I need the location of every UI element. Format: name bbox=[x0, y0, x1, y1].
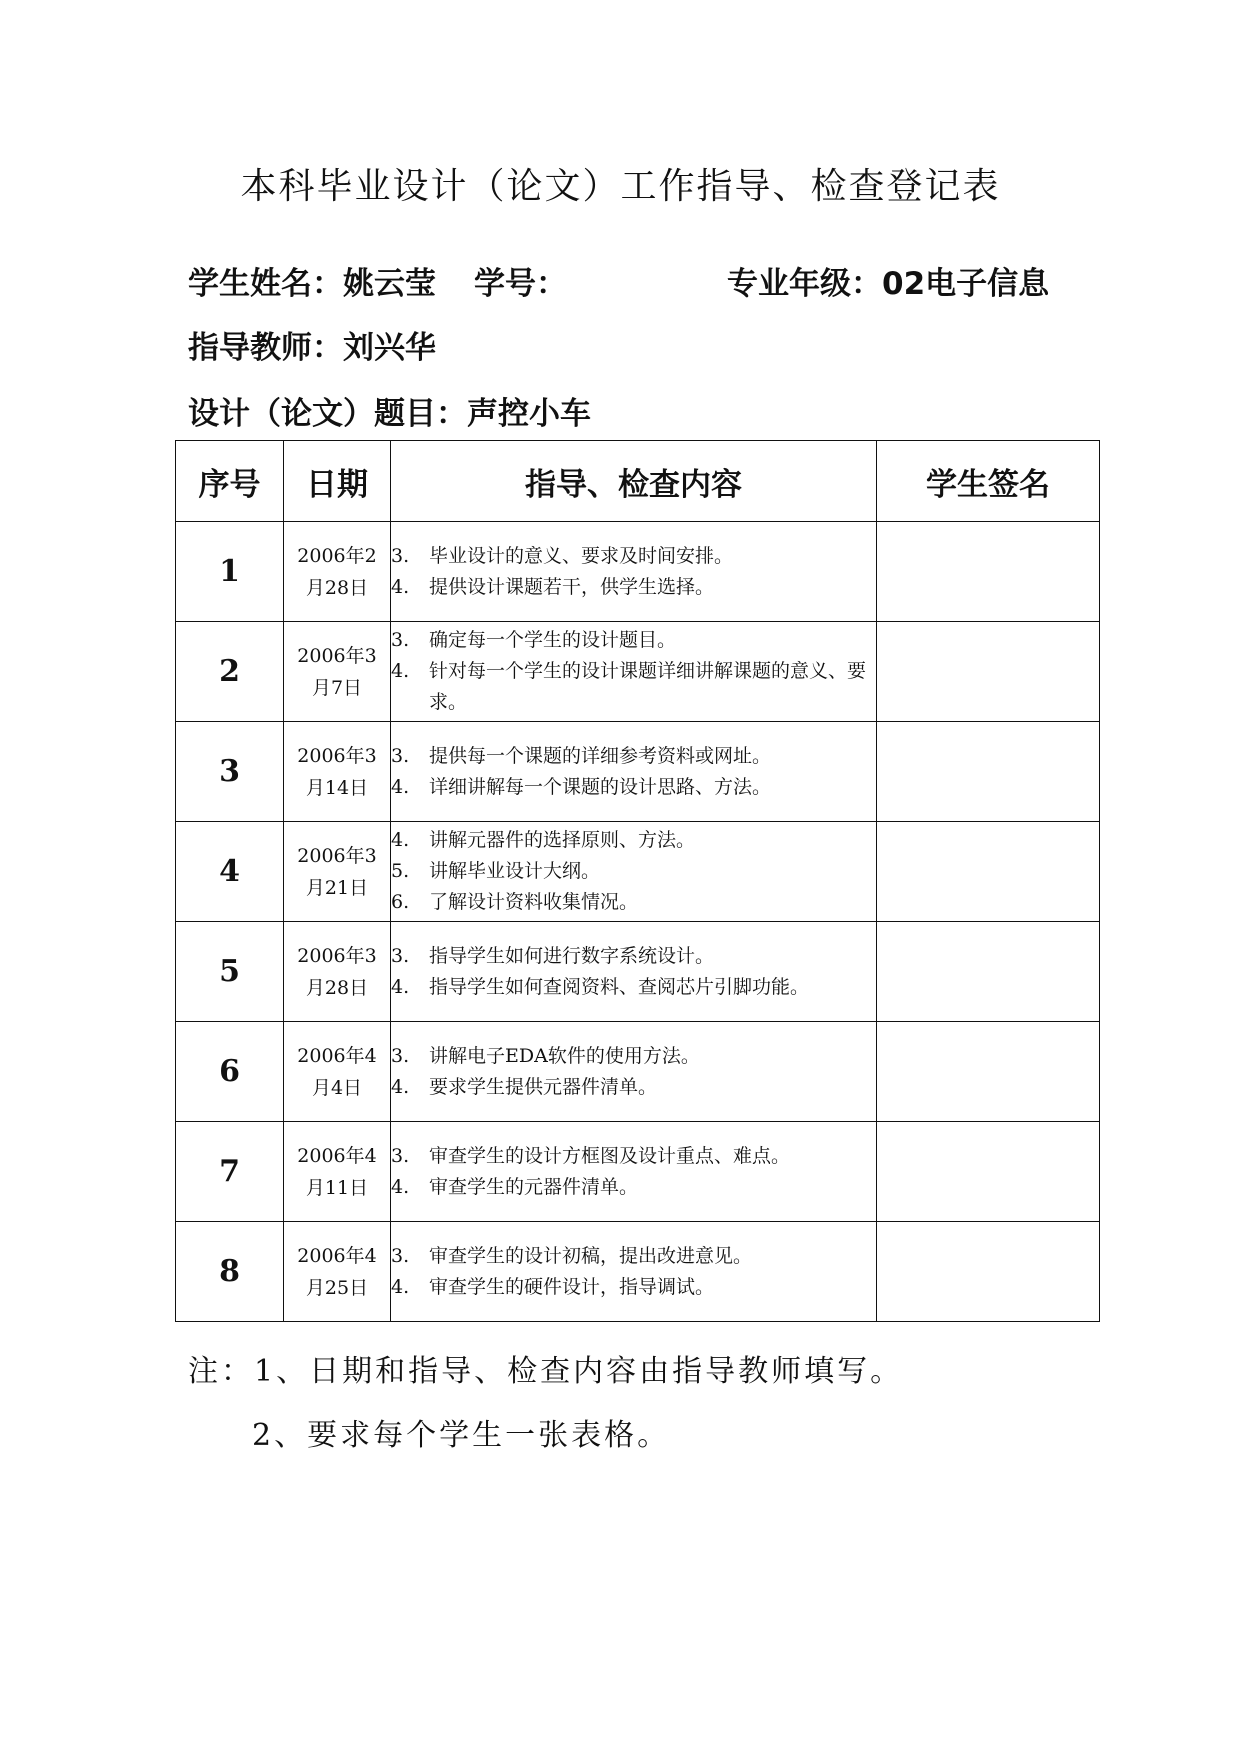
content-item bbox=[391, 741, 876, 772]
row-date-line: 2006年3 bbox=[297, 744, 377, 767]
row-content bbox=[391, 922, 877, 1022]
content-item-number: 3. bbox=[391, 1144, 410, 1167]
row-date-line: 2006年2 bbox=[297, 544, 377, 567]
row-date-line: 月11日 bbox=[305, 1176, 369, 1199]
content-item-text: 提供每一个课题的详细参考资料或网址。 bbox=[429, 744, 772, 767]
table-row bbox=[176, 922, 1100, 1022]
content-item bbox=[391, 656, 876, 718]
row-date-line: 月21日 bbox=[305, 876, 369, 899]
content-item bbox=[391, 1272, 876, 1303]
topic-label: 设计（论文）题目： bbox=[188, 396, 467, 432]
content-item-number: 4. bbox=[391, 775, 410, 798]
row-date-line: 2006年4 bbox=[297, 1244, 377, 1267]
row-seq: 2 bbox=[176, 622, 284, 722]
row-date-line: 2006年3 bbox=[297, 944, 377, 967]
content-item-number: 3. bbox=[391, 629, 410, 651]
row-date bbox=[284, 522, 391, 622]
row-content bbox=[391, 1222, 877, 1322]
row-seq: 4 bbox=[176, 822, 284, 922]
row-signature[interactable] bbox=[877, 622, 1100, 722]
row-date bbox=[284, 822, 391, 922]
content-item bbox=[391, 1172, 876, 1203]
content-item-text: 审查学生的元器件清单。 bbox=[429, 1175, 639, 1198]
table-row bbox=[176, 522, 1100, 622]
topic-name: 声控小车 bbox=[467, 396, 591, 432]
content-item-number: 3. bbox=[391, 1044, 410, 1067]
content-item-number: 4. bbox=[391, 829, 410, 851]
content-item-text: 审查学生的设计初稿，提出改进意见。 bbox=[429, 1244, 753, 1267]
content-item-text: 审查学生的硬件设计，指导调试。 bbox=[429, 1275, 715, 1298]
content-item bbox=[391, 1041, 876, 1072]
student-id-label: 学号： bbox=[474, 266, 567, 302]
content-item-text: 针对每一个学生的设计课题详细讲解课题的意义、要求。 bbox=[429, 660, 867, 713]
guidance-log-table bbox=[175, 440, 1100, 1322]
page-title: 本科毕业设计（论文）工作指导、检查登记表 bbox=[240, 166, 1001, 207]
row-signature[interactable] bbox=[877, 722, 1100, 822]
row-content bbox=[391, 522, 877, 622]
row-seq: 8 bbox=[176, 1222, 284, 1322]
row-content bbox=[391, 622, 877, 722]
content-item-text: 讲解电子EDA软件的使用方法。 bbox=[429, 1044, 700, 1067]
table-header-row bbox=[176, 441, 1100, 522]
row-date-line: 月4日 bbox=[311, 1076, 363, 1099]
teacher-name: 刘兴华 bbox=[343, 330, 436, 366]
row-date-line: 2006年4 bbox=[297, 1144, 377, 1167]
content-item-number: 4. bbox=[391, 975, 410, 998]
student-info-line bbox=[188, 258, 1049, 303]
row-content bbox=[391, 822, 877, 922]
header-content: 指导、检查内容 bbox=[391, 441, 877, 522]
content-item bbox=[391, 825, 876, 856]
row-seq: 5 bbox=[176, 922, 284, 1022]
table-row bbox=[176, 622, 1100, 722]
row-date-line: 月25日 bbox=[305, 1276, 369, 1299]
content-item-text: 要求学生提供元器件清单。 bbox=[429, 1075, 658, 1098]
row-date bbox=[284, 922, 391, 1022]
row-signature[interactable] bbox=[877, 1122, 1100, 1222]
row-date-line: 月14日 bbox=[305, 776, 369, 799]
content-item-number: 4. bbox=[391, 575, 410, 598]
row-date-line: 月28日 bbox=[305, 976, 369, 999]
content-item-number: 3. bbox=[391, 944, 410, 967]
content-item-text: 了解设计资料收集情况。 bbox=[429, 891, 639, 913]
row-seq: 6 bbox=[176, 1022, 284, 1122]
content-item-number: 4. bbox=[391, 1075, 410, 1098]
table-row bbox=[176, 822, 1100, 922]
row-date-line: 月28日 bbox=[305, 576, 369, 599]
content-item-number: 4. bbox=[391, 1175, 410, 1198]
table-row bbox=[176, 722, 1100, 822]
content-item-number: 5. bbox=[391, 860, 410, 882]
content-item bbox=[391, 941, 876, 972]
content-item bbox=[391, 772, 876, 803]
content-item-number: 6. bbox=[391, 891, 410, 913]
row-date-line: 2006年3 bbox=[297, 644, 377, 667]
table-body bbox=[176, 522, 1100, 1322]
row-date bbox=[284, 1122, 391, 1222]
content-item bbox=[391, 572, 876, 603]
content-item-number: 4. bbox=[391, 1275, 410, 1298]
content-item bbox=[391, 972, 876, 1003]
content-item bbox=[391, 541, 876, 572]
major-label: 专业年级： bbox=[727, 266, 882, 302]
content-item-number: 3. bbox=[391, 544, 410, 567]
teacher-label: 指导教师： bbox=[188, 330, 343, 366]
content-item-text: 确定每一个学生的设计题目。 bbox=[429, 629, 677, 651]
content-item bbox=[391, 1072, 876, 1103]
content-item bbox=[391, 1141, 876, 1172]
student-name: 姚云莹 bbox=[343, 266, 436, 302]
row-date-line: 2006年4 bbox=[297, 1044, 377, 1067]
content-item bbox=[391, 1241, 876, 1272]
content-item-text: 提供设计课题若干，供学生选择。 bbox=[429, 575, 715, 598]
major-value: 02电子信息 bbox=[882, 266, 1050, 302]
row-date bbox=[284, 722, 391, 822]
content-item-number: 3. bbox=[391, 1244, 410, 1267]
content-item-text: 毕业设计的意义、要求及时间安排。 bbox=[429, 544, 734, 567]
content-item-text: 指导学生如何查阅资料、查阅芯片引脚功能。 bbox=[429, 975, 810, 998]
header-signature: 学生签名 bbox=[877, 441, 1100, 522]
content-item-text: 讲解元器件的选择原则、方法。 bbox=[429, 829, 696, 851]
row-date bbox=[284, 622, 391, 722]
topic-info-line bbox=[188, 388, 591, 433]
header-seq: 序号 bbox=[176, 441, 284, 522]
row-seq: 3 bbox=[176, 722, 284, 822]
row-date bbox=[284, 1022, 391, 1122]
content-item bbox=[391, 887, 876, 918]
row-content bbox=[391, 1022, 877, 1122]
row-signature[interactable] bbox=[877, 1022, 1100, 1122]
row-content bbox=[391, 722, 877, 822]
header-date: 日期 bbox=[284, 441, 391, 522]
row-content bbox=[391, 1122, 877, 1222]
content-item-text: 审查学生的设计方框图及设计重点、难点。 bbox=[429, 1144, 791, 1167]
content-item bbox=[391, 856, 876, 887]
table-row bbox=[176, 1022, 1100, 1122]
row-seq: 1 bbox=[176, 522, 284, 622]
content-item-number: 4. bbox=[391, 660, 410, 682]
row-date-line: 2006年3 bbox=[297, 844, 377, 867]
content-item-text: 详细讲解每一个课题的设计思路、方法。 bbox=[429, 775, 772, 798]
teacher-info-line bbox=[188, 322, 436, 367]
content-item-number: 3. bbox=[391, 744, 410, 767]
content-item bbox=[391, 625, 876, 656]
row-date bbox=[284, 1222, 391, 1322]
student-name-label: 学生姓名： bbox=[188, 266, 343, 302]
table-row bbox=[176, 1222, 1100, 1322]
footnote-1: 注：1、日期和指导、检查内容由指导教师填写。 bbox=[188, 1354, 904, 1389]
content-item-text: 指导学生如何进行数字系统设计。 bbox=[429, 944, 715, 967]
row-signature[interactable] bbox=[877, 522, 1100, 622]
row-seq: 7 bbox=[176, 1122, 284, 1222]
row-signature[interactable] bbox=[877, 922, 1100, 1022]
row-signature[interactable] bbox=[877, 822, 1100, 922]
content-item-text: 讲解毕业设计大纲。 bbox=[429, 860, 601, 882]
row-date-line: 月7日 bbox=[311, 676, 363, 699]
table-row bbox=[176, 1122, 1100, 1222]
footnote-2: 2、要求每个学生一张表格。 bbox=[252, 1418, 671, 1453]
row-signature[interactable] bbox=[877, 1222, 1100, 1322]
